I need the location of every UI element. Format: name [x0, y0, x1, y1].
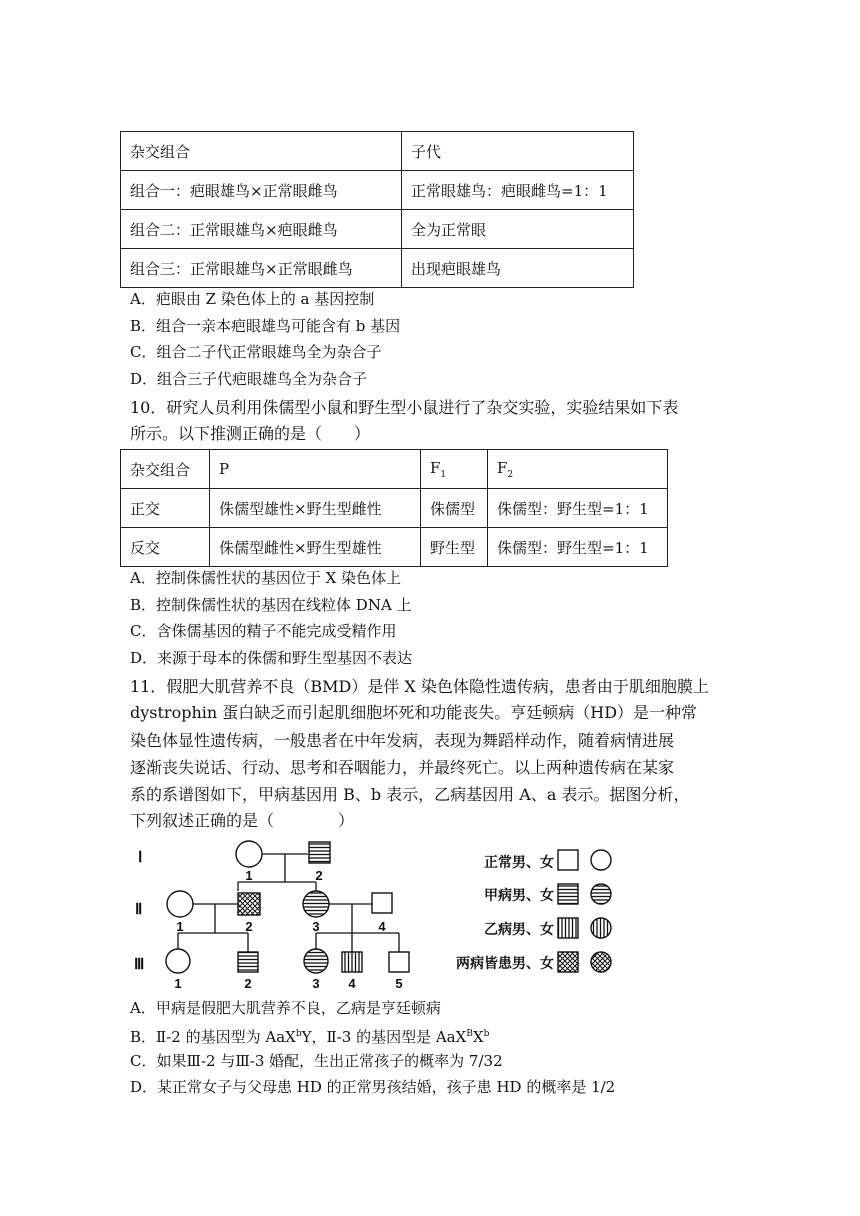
- individual-number: 3: [312, 919, 320, 934]
- option-b-part: X: [472, 1028, 484, 1046]
- pedigree-lines: [178, 854, 399, 952]
- table-cell: 全为正常眼: [402, 210, 634, 249]
- legend-label-disease-a: 甲病男、女: [484, 887, 554, 903]
- individual-I-1: [236, 841, 262, 867]
- generation-label-II: Ⅱ: [135, 901, 143, 918]
- legend-disease-a-male-symbol: [558, 884, 578, 904]
- individual-III-5: [389, 952, 409, 972]
- individual-number: 2: [244, 976, 252, 991]
- q10-option-a: A．控制侏儒性状的基因位于 X 染色体上: [130, 569, 402, 587]
- q10-stem-line-1: 10．研究人员利用侏儒型小鼠和野生型小鼠进行了杂交实验，实验结果如下表: [130, 398, 679, 417]
- individual-II-2: [238, 893, 260, 915]
- individual-number: 2: [245, 919, 253, 934]
- q10-option-b: B．控制侏儒性状的基因在线粒体 DNA 上: [130, 596, 412, 614]
- f2-label: F: [497, 458, 508, 477]
- individual-I-2: [309, 842, 330, 863]
- table-row: [121, 528, 668, 567]
- f2-subscript: 2: [507, 469, 514, 480]
- q9-option-c: C．组合二子代正常眼雄鸟全为杂合子: [130, 343, 382, 361]
- superscript: b: [295, 1029, 302, 1039]
- individual-III-3: [304, 949, 328, 973]
- table-row: [121, 171, 634, 210]
- q11-option-d: D．某正常女子与父母患 HD 的正常男孩结婚，孩子患 HD 的概率是 1/2: [130, 1078, 616, 1096]
- legend-both-male-symbol: [558, 952, 578, 972]
- q11-stem-line-3: 染色体显性遗传病，一般患者在中年发病，表现为舞蹈样动作，随着病情进展: [130, 731, 675, 750]
- cross-results-table-birds: [120, 131, 634, 288]
- q9-option-a: A．疤眼由 Z 染色体上的 a 基因控制: [130, 290, 375, 308]
- q10-option-d: D．来源于母本的侏儒和野生型基因不表达: [130, 649, 413, 667]
- legend-label-normal: 正常男、女: [484, 854, 554, 870]
- cross-results-table-mice: [120, 449, 668, 567]
- option-b-part: Y，Ⅱ-3 的基因型是 AaX: [301, 1028, 467, 1046]
- individual-number: 3: [312, 976, 320, 991]
- q10-option-c: C．含侏儒基因的精子不能完成受精作用: [130, 622, 397, 640]
- table-cell: 野生型: [421, 528, 488, 567]
- q11-option-a: A．甲病是假肥大肌营养不良，乙病是亨廷顿病: [130, 999, 441, 1017]
- individual-number: 4: [378, 919, 386, 934]
- table-header-cell: [421, 450, 488, 489]
- table-cell: 侏儒型: [421, 489, 488, 528]
- superscript: B: [466, 1029, 473, 1039]
- table-row: [121, 249, 634, 288]
- table-header-cell: [488, 450, 668, 489]
- table-header-cell: 子代: [402, 132, 634, 171]
- option-b-part: B．Ⅱ-2 的基因型为 AaX: [130, 1028, 296, 1046]
- individual-number: 1: [176, 919, 184, 934]
- table-cell: 组合三：正常眼雄鸟×正常眼雌鸟: [121, 249, 402, 288]
- table-row: [121, 489, 668, 528]
- table-cell: 侏儒型：野生型=1：1: [488, 489, 668, 528]
- table-row: [121, 450, 668, 489]
- q11-stem-line-4: 逐渐丧失说话、行动、思考和吞咽能力，并最终死亡。以上两种遗传病在某家: [130, 758, 675, 777]
- individual-number: 4: [348, 976, 356, 991]
- q9-option-b: B．组合一亲本疤眼雄鸟可能含有 b 基因: [130, 317, 401, 335]
- q11-stem-line-2: dystrophin 蛋白缺乏而引起肌细胞坏死和功能丧失。亨廷顿病（HD）是一种常: [130, 703, 698, 722]
- legend-label-disease-b: 乙病男、女: [484, 921, 554, 937]
- individual-II-4: [372, 893, 392, 913]
- q11-option-c: C．如果Ⅲ-2 与Ⅲ-3 婚配，生出正常孩子的概率为 7/32: [130, 1052, 503, 1070]
- f1-label: F: [430, 458, 441, 477]
- q9-option-d: D．组合三子代疤眼雄鸟全为杂合子: [130, 370, 368, 388]
- legend-disease-b-male-symbol: [558, 918, 578, 938]
- superscript: b: [483, 1029, 490, 1039]
- table-cell: 侏儒型：野生型=1：1: [488, 528, 668, 567]
- individual-III-1: [166, 949, 190, 973]
- legend-disease-b-female-symbol: [591, 918, 611, 938]
- legend-both-female-symbol: [591, 952, 611, 972]
- q10-stem-line-2: 所示。以下推测正确的是（ ）: [130, 424, 371, 443]
- table-header-cell: 杂交组合: [121, 132, 402, 171]
- q11-stem-line-6: 下列叙述正确的是（ ）: [130, 811, 355, 830]
- pedigree-symbols: [166, 841, 409, 973]
- individual-number: 2: [315, 868, 323, 883]
- table-cell: 组合一：疤眼雄鸟×正常眼雌鸟: [121, 171, 402, 210]
- table-cell: 反交: [121, 528, 210, 567]
- individual-III-4: [342, 952, 362, 972]
- q11-stem-line-5: 系的系谱图如下，甲病基因用 B、b 表示，乙病基因用 A、a 表示。据图分析，: [130, 785, 690, 804]
- table-cell: 正常眼雄鸟：疤眼雌鸟=1：1: [402, 171, 634, 210]
- table-cell: 侏儒型雄性×野生型雌性: [210, 489, 421, 528]
- legend-disease-a-female-symbol: [591, 884, 611, 904]
- generation-label-III: Ⅲ: [134, 956, 145, 973]
- generation-label-I: Ⅰ: [138, 849, 143, 866]
- individual-number: 1: [174, 976, 182, 991]
- individual-number: 5: [395, 976, 403, 991]
- table-header-cell: 杂交组合: [121, 450, 210, 489]
- q11-stem-line-1: 11．假肥大肌营养不良（BMD）是伴 X 染色体隐性遗传病，患者由于肌细胞膜上: [130, 677, 709, 696]
- legend-label-both: 两病皆患男、女: [456, 955, 554, 971]
- table-cell: 侏儒型雌性×野生型雄性: [210, 528, 421, 567]
- f1-subscript: 1: [440, 469, 447, 480]
- individual-II-1: [167, 891, 193, 917]
- table-cell: 出现疤眼雄鸟: [402, 249, 634, 288]
- pedigree-legend: [456, 850, 611, 972]
- legend-normal-male-symbol: [558, 850, 578, 870]
- individual-II-3: [303, 891, 329, 917]
- table-cell: 正交: [121, 489, 210, 528]
- legend-normal-female-symbol: [591, 850, 611, 870]
- table-row: [121, 210, 634, 249]
- table-row: [121, 132, 634, 171]
- pedigree-chart: [120, 836, 620, 992]
- table-cell: 组合二：正常眼雄鸟×疤眼雌鸟: [121, 210, 402, 249]
- q11-option-b: [130, 1024, 489, 1047]
- individual-number: 1: [245, 868, 253, 883]
- table-header-cell: P: [210, 450, 421, 489]
- individual-III-2: [238, 952, 258, 972]
